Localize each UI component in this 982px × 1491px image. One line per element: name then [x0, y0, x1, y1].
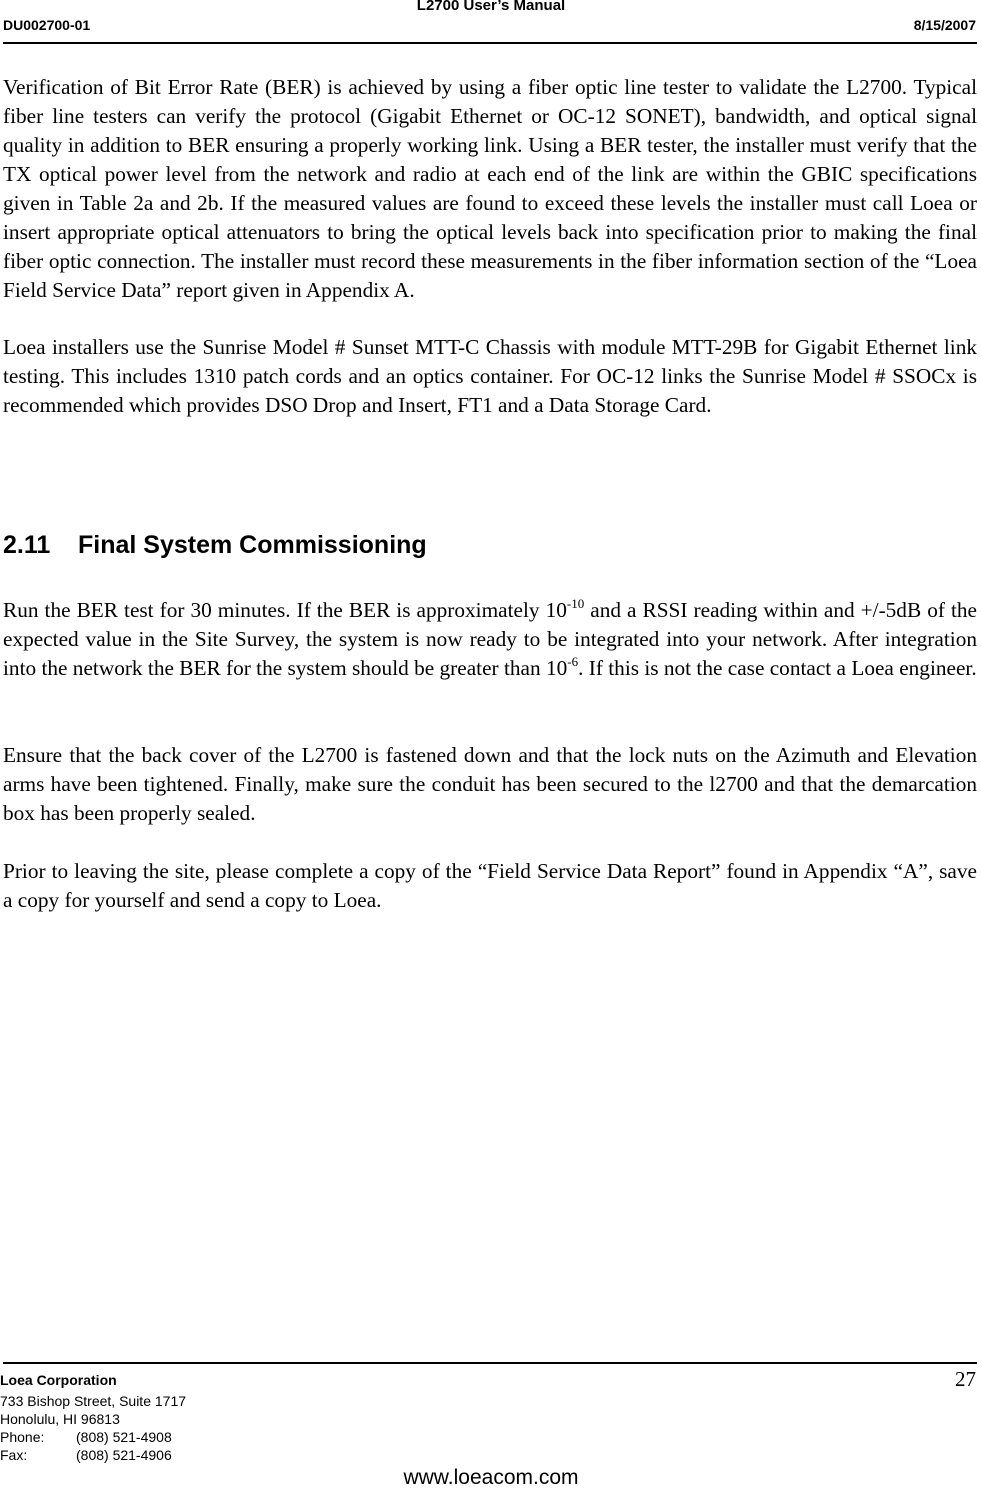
- website-url: www.loeacom.com: [403, 1466, 579, 1489]
- section-number: 2.11: [3, 531, 51, 559]
- manual-title: L2700 User’s Manual: [416, 0, 566, 14]
- phone-row: [0, 1428, 172, 1446]
- section-title: Final System Commissioning: [78, 531, 427, 559]
- address-line-1: 733 Bishop Street, Suite 1717: [0, 1393, 187, 1409]
- fax-row: [0, 1446, 172, 1464]
- ber-text-part3: . If this is not the case contact a Loea engineer.: [578, 656, 977, 680]
- fax-number: (808) 521-4906: [76, 1447, 172, 1463]
- address-line-2: Honolulu, HI 96813: [0, 1411, 120, 1427]
- paragraph-test-equipment: Loea installers use the Sunrise Model # Sunset MTT-C Chassis with module MTT-29B for Gigabit Ethernet link testing. This includes 1310 patch cords and an optics container. For OC-12 links the Sunrise Model # SSOCx is recommended which provides DSO Drop and Insert, FT1 and a Data Storage Card.: [3, 335, 977, 417]
- footer-divider: [3, 1362, 977, 1364]
- document-date: 8/15/2007: [913, 17, 976, 33]
- fax-label: Fax:: [0, 1447, 28, 1463]
- header-divider: [3, 42, 977, 44]
- phone-label: Phone:: [0, 1429, 45, 1445]
- paragraph-field-service-report: Prior to leaving the site, please complete a copy of the “Field Service Data Report” found in Appendix “A”, save a copy for yourself and send a copy to Loea.: [3, 859, 977, 912]
- paragraph-ber-test: [3, 596, 977, 683]
- ber-text-part2: and a RSSI reading within and +/-5dB of the expected value in the Site Survey, the system is now ready to be integrated into your network. After integration into the network the BER for the system should be greater than 10: [3, 598, 977, 680]
- page-number: 27: [955, 1367, 976, 1391]
- ber-exponent-1: -10: [566, 596, 585, 611]
- ber-text-part1: Run the BER test for 30 minutes. If the BER is approximately 10: [3, 598, 567, 622]
- paragraph-ber-verification: Verification of Bit Error Rate (BER) is achieved by using a fiber optic line tester to validate the L2700. Typical fiber line testers can verify the protocol (Gigabit Ethernet or OC-12 SONET), bandwidth, and optical signal quality in addition to BER ensuring a properly working link. Using a BER tester, the installer must verify that the TX optical power level from the network and radio at each end of the link are within the GBIC specifications given in Table 2a and 2b. If the measured values are found to exceed these levels the installer must call Loea or insert appropriate optical attenuators to bring the optical levels back into specification prior to making the final fiber optic connection. The installer must record these measurements in the fiber information section of the “Loea Field Service Data” report given in Appendix A.: [3, 75, 977, 302]
- phone-number: (808) 521-4908: [76, 1429, 172, 1445]
- paragraph-hardware-check: Ensure that the back cover of the L2700 is fastened down and that the lock nuts on the Azimuth and Elevation arms have been tightened. Finally, make sure the conduit has been secured to the l2700 and that the demarcation box has been properly sealed.: [3, 743, 977, 825]
- section-heading: [3, 528, 427, 562]
- document-id: DU002700-01: [3, 17, 91, 33]
- company-name: Loea Corporation: [0, 1372, 117, 1388]
- ber-exponent-2: -6: [567, 654, 579, 669]
